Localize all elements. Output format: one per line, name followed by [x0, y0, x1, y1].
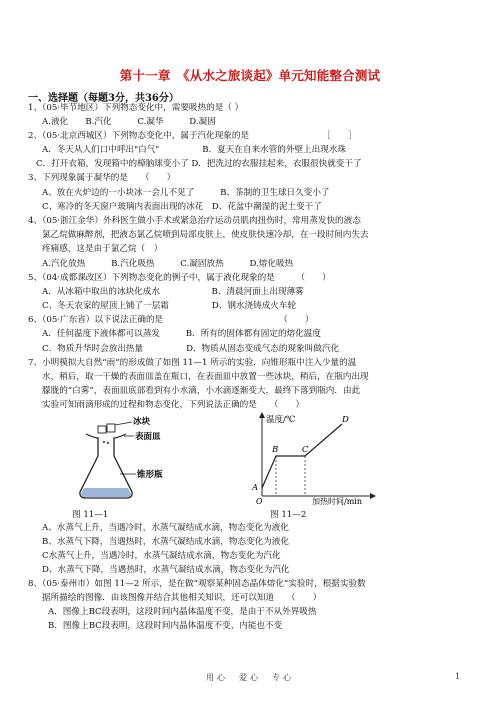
question-5-options-cd: C、冬天农家的屋顶上铺了一层霜 D、钢水浇铸成火车轮 — [42, 301, 297, 311]
point-a-label: A — [252, 483, 259, 493]
ice-cube — [98, 426, 106, 433]
figure-11-1-caption: 图 11—1 — [72, 510, 109, 520]
ice-cube — [107, 424, 115, 432]
question-7-line-4: 实验可知雨滴形成的过程和物态变化，下列说法正确的是 （ ） — [42, 400, 305, 410]
question-5-options-ab: A．从冰箱中取出的冰块化成水 B、清晨河面上出现薄雾 — [42, 287, 304, 297]
question-7-option-c: C水蒸气上升，当遇冷时，水蒸气凝结成水滴，物态变化为汽化 — [42, 551, 281, 561]
question-8-option-a: A．图像上BC段表明，这段时间内晶体温度不变，是由于不从外界吸热 — [48, 607, 317, 617]
question-7-line-2: 水，稍后，取一干燥的表面皿盖在瓶口，在表面皿中放置一些冰块，稍后，在瓶内出现 — [42, 372, 369, 382]
warm-water — [81, 488, 131, 497]
section-heading: 一、选择题（每题3分，共36分） — [28, 93, 179, 104]
question-2-options-ab: A．冬天从人们口中呼出"白气" B．夏天在自来水管的外壁上出现水珠 — [42, 145, 347, 155]
question-4-options: A.汽化放热 B.汽化吸热 C.凝固放热 D.熔化吸热 — [42, 259, 294, 269]
question-7-option-b: B、水蒸气下降，当遇热时，水蒸气凝结成水滴，物态变化为液化 — [42, 537, 289, 547]
label-flask: 锥形瓶 — [137, 470, 163, 480]
question-7-line-3: 朦胧的“白雾”，表面皿底部看到有小水滴，小水滴逐渐变大，最终下落到瓶内．由此 — [42, 386, 361, 396]
question-6-options-ab: A．任何温度下液体都可以蒸发 B．所有的固体都有固定的熔化温度 — [42, 329, 321, 339]
question-8-line-1: 8、（05·泰州市）如图 11—2 所示，是在做”观察某种固态晶体熔化”实验时，根据实验数 — [28, 579, 366, 589]
point-c-label: C — [302, 445, 309, 455]
question-6-options-cd: C．物质升华时会放出热量 D．物质从固态变成气态的现象叫做汽化 — [42, 344, 340, 354]
question-4-line-3: 疼痛感，这是由于氯乙烷（ ） — [42, 244, 163, 254]
origin-label: O — [256, 497, 263, 505]
question-1: 1、（05·毕节地区）下列物态变化中，需要吸热的是（ ） — [28, 103, 244, 113]
label-ice: 冰块 — [133, 417, 151, 427]
question-3-options-cd: C、寒冷的冬天窗户玻璃内表面出现的冰花 D、花盆中潮湿的泥土变干了 — [42, 202, 322, 212]
question-2-options-cd: C．打开衣箱，发现箱中的樟脑球变小了 D．把洗过的衣服挂起来，衣服很快就变干了 — [36, 159, 362, 169]
melting-curve — [262, 424, 342, 488]
question-2: 2、（05·北京西城区）下列物态变化中，属于汽化现象的是 ［ ］ — [28, 131, 357, 141]
question-8-option-b: B．图像上BC段表明，这段时间内晶体温度不变、内能也不变 — [48, 621, 283, 631]
figure-11-2-caption: 图 11—2 — [270, 510, 307, 520]
page-footer: 用心 爱心 专心 — [206, 673, 294, 682]
label-watch-glass: 表面皿 — [135, 432, 161, 442]
question-8-line-2: 据所描绘的图像．由该图像并结合其他相关知识，还可以知道 （ ） — [42, 593, 322, 603]
question-5: 5、（04·成都课改区）下列物态变化的例子中，属于液化现象的是 （ ） — [28, 273, 331, 283]
question-7-option-a: A、水蒸气上升，当遇冷时，水蒸气凝结成水滴，物态变化为液化 — [42, 523, 289, 533]
question-3: 3、下列现象属于凝华的是 （ ） — [28, 173, 176, 183]
question-7-option-d: D、水蒸气下降，当遇热时，水蒸气凝结成水滴，物态变化为汽化 — [42, 565, 290, 575]
point-b-label: B — [272, 445, 279, 455]
question-1-options: A.液化 B.汽化 C.凝华 D.凝固 — [42, 117, 216, 127]
figure-11-1-flask-diagram — [50, 412, 170, 507]
x-axis-label: 加热时间/min — [312, 497, 362, 505]
point-d-label: D — [342, 415, 349, 425]
page-title: 第十一章 《从水之旅谈起》单元知能整合测试 — [119, 68, 381, 83]
question-6: 6、（05·广东省）以下说法正确的是 （ ） — [28, 315, 314, 325]
y-axis-label: 温度/℃ — [266, 415, 296, 425]
question-7-line-1: 7、小明模拟大自然“雨”的形成做了如图 11—1 所示的实验．向锥形瓶中注入少量的温 — [28, 358, 357, 368]
question-3-options-ab: A、放在火炉边的一小块冰一会儿不见了 B、茶制的卫生球日久变小了 — [42, 188, 330, 198]
figure-11-2-melting-graph — [250, 410, 380, 505]
question-4-line-1: 4、（05·浙江金华）外科医生做小手术或紧急治疗运动员肌肉扭伤时，常用蒸发快的液态 — [28, 216, 361, 226]
page-number: 1 — [455, 672, 461, 681]
question-4-line-2: 氯乙烷做麻醉剂，把液态氯乙烷喷到局部皮肤上，使皮肤快速冷却，在一段时间内失去 — [42, 230, 369, 240]
